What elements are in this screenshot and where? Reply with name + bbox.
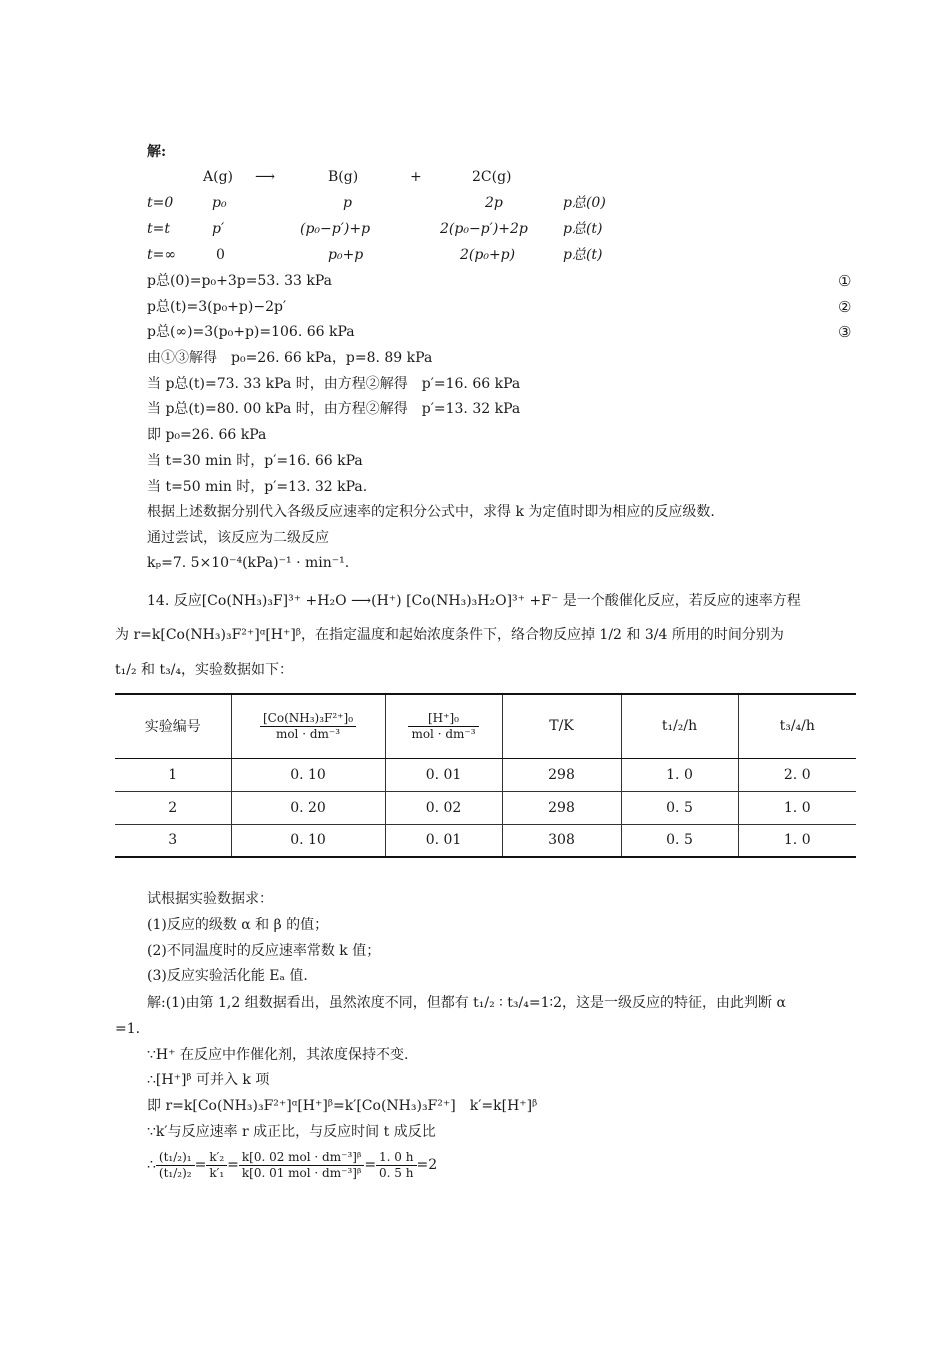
species-b: B(g) (328, 169, 359, 185)
question-intro: 试根据实验数据求： (147, 891, 273, 907)
pressure-c: 2(p₀−p′)+2p (440, 221, 528, 237)
column-header: 实验编号 (115, 694, 231, 758)
column-header: T/K (502, 694, 621, 758)
table-cell: 0. 10 (231, 758, 385, 791)
solution-line: 当 p总(t)=73. 33 kPa 时，由方程②解得 p′=16. 66 kPa (147, 376, 521, 392)
solution-line: 当 t=50 min 时，p′=13. 32 kPa. (147, 479, 368, 495)
solution-line: 即 p₀=26. 66 kPa (147, 427, 267, 443)
problem-14-line: 为 r=k[Co(NH₃)₃F²⁺]ᵅ[H⁺]ᵝ，在指定温度和起始浓度条件下，络合物反应掉 1/2 和 3/4 所用的时间分别为 (115, 627, 784, 643)
pressure-a: p₀ (212, 195, 227, 211)
plus-sign: + (410, 169, 422, 185)
equation-2-mark: ② (838, 298, 852, 316)
solution-line: 通过尝试，该反应为二级反应 (147, 530, 329, 546)
species-c: 2C(g) (472, 169, 512, 185)
solution-line: 当 p总(t)=80. 00 kPa 时，由方程②解得 p′=13. 32 kPa (147, 401, 521, 417)
pressure-c: 2p (485, 195, 503, 211)
solution-line: 当 t=30 min 时，p′=16. 66 kPa (147, 453, 363, 469)
table-row (115, 758, 856, 791)
table-cell: 298 (502, 758, 621, 791)
pressure-b: (p₀−p′)+p (300, 221, 371, 237)
table-cell: 2 (115, 791, 231, 824)
table-cell: 0. 5 (621, 824, 738, 857)
problem-14-line: t₁/₂ 和 t₃/₄，实验数据如下： (115, 662, 294, 678)
solution-label: 解: (147, 144, 167, 160)
column-header: t₃/₄/h (738, 694, 856, 758)
pressure-total: p总(0) (563, 195, 606, 211)
table-header-row (115, 694, 856, 758)
table-cell: 2. 0 (738, 758, 856, 791)
experiment-table (115, 693, 856, 858)
pressure-b: p₀+p (328, 247, 364, 263)
equation-1: p总(0)=p₀+3p=53. 33 kPa (147, 273, 333, 289)
pressure-total: p总(t) (563, 221, 603, 237)
table-cell: 308 (502, 824, 621, 857)
problem-14-line: 14. 反应[Co(NH₃)₃F]³⁺ +H₂O ⟶(H⁺) [Co(NH₃)₃H₂O]³⁺ +F⁻ 是一个酸催化反应，若反应的速率方程 (147, 593, 801, 609)
equation-3-mark: ③ (838, 323, 852, 341)
solution-line: 即 r=k[Co(NH₃)₃F²⁺]ᵅ[H⁺]ᵝ=k′[Co(NH₃)₃F²⁺] k′=k[H⁺]ᵝ (147, 1098, 538, 1114)
table-cell: 1. 0 (621, 758, 738, 791)
table-cell: 0. 20 (231, 791, 385, 824)
solution-line: =1. (115, 1021, 141, 1037)
table-cell: 0. 10 (231, 824, 385, 857)
column-header: t₁/₂/h (621, 694, 738, 758)
solution-line: 解:(1)由第 1,2 组数据看出，虽然浓度不同，但都有 t₁/₂ ∶ t₃/₄=1∶2，这是一级反应的特征，由此判断 α (147, 995, 786, 1011)
table-row (115, 791, 856, 824)
rate-constant-line: kₚ=7. 5×10⁻⁴(kPa)⁻¹ · min⁻¹. (147, 555, 350, 571)
solution-line: 根据上述数据分别代入各级反应速率的定积分公式中，求得 k 为定值时即为相应的反应级数. (147, 504, 715, 520)
time-label: t=t (147, 221, 170, 237)
table-cell: 3 (115, 824, 231, 857)
column-header: $\frac{\text{[Co(NH₃)₃F²⁺]₀}}{\text{mol · dm⁻³}}$ (231, 694, 385, 758)
table-row (115, 824, 856, 857)
pressure-b: p (343, 195, 352, 211)
table-cell: 1. 0 (738, 791, 856, 824)
time-label: t=∞ (147, 247, 177, 263)
table-cell: 1. 0 (738, 824, 856, 857)
question-item: (2)不同温度时的反应速率常数 k 值； (147, 943, 381, 959)
equation-2: p总(t)=3(p₀+p)−2p′ (147, 299, 287, 315)
solution-line: ∵k′与反应速率 r 成正比，与反应时间 t 成反比 (147, 1124, 436, 1140)
solution-line: ∵H⁺ 在反应中作催化剂，其浓度保持不变. (147, 1047, 409, 1063)
table-cell: 0. 01 (385, 758, 502, 791)
reaction-arrow: ⟶ (255, 169, 276, 185)
table-cell: 0. 02 (385, 791, 502, 824)
solution-line: ∴[H⁺]ᵝ 可并入 k 项 (147, 1072, 270, 1088)
question-item: (1)反应的级数 α 和 β 的值； (147, 917, 329, 933)
table-cell: 298 (502, 791, 621, 824)
pressure-a: p′ (212, 221, 225, 237)
table-cell: 0. 01 (385, 824, 502, 857)
table-cell: 0. 5 (621, 791, 738, 824)
column-header: $\frac{\text{[H⁺]₀}}{\text{mol · dm⁻³}}$ (385, 694, 502, 758)
ratio-equation: ∴ $\frac{\text{(t₁/₂)₁}}{\text{(t₁/₂)₂}}$ = $\frac{\text{k′₂}}{\text{k′₁}}$ = $\frac{\text{k[0. 02 mol · dm⁻³]ᵝ}}{\text{k[0. 01 mol · dm⁻³]ᵝ}}$ = $\frac{1. 0 h}{0. 5 h}$ =2 (147, 1149, 438, 1180)
equation-3: p总(∞)=3(p₀+p)=106. 66 kPa (147, 324, 355, 340)
pressure-total: p总(t) (563, 247, 603, 263)
table-cell: 1 (168, 766, 178, 783)
solution-line: 由①③解得 p₀=26. 66 kPa，p=8. 89 kPa (147, 350, 433, 366)
question-item: (3)反应实验活化能 Eₐ 值. (147, 968, 308, 984)
species-a: A(g) (203, 169, 233, 185)
pressure-a: 0 (216, 247, 225, 263)
time-label: t=0 (147, 195, 174, 211)
pressure-c: 2(p₀+p) (460, 247, 516, 263)
equation-1-mark: ① (838, 272, 852, 290)
